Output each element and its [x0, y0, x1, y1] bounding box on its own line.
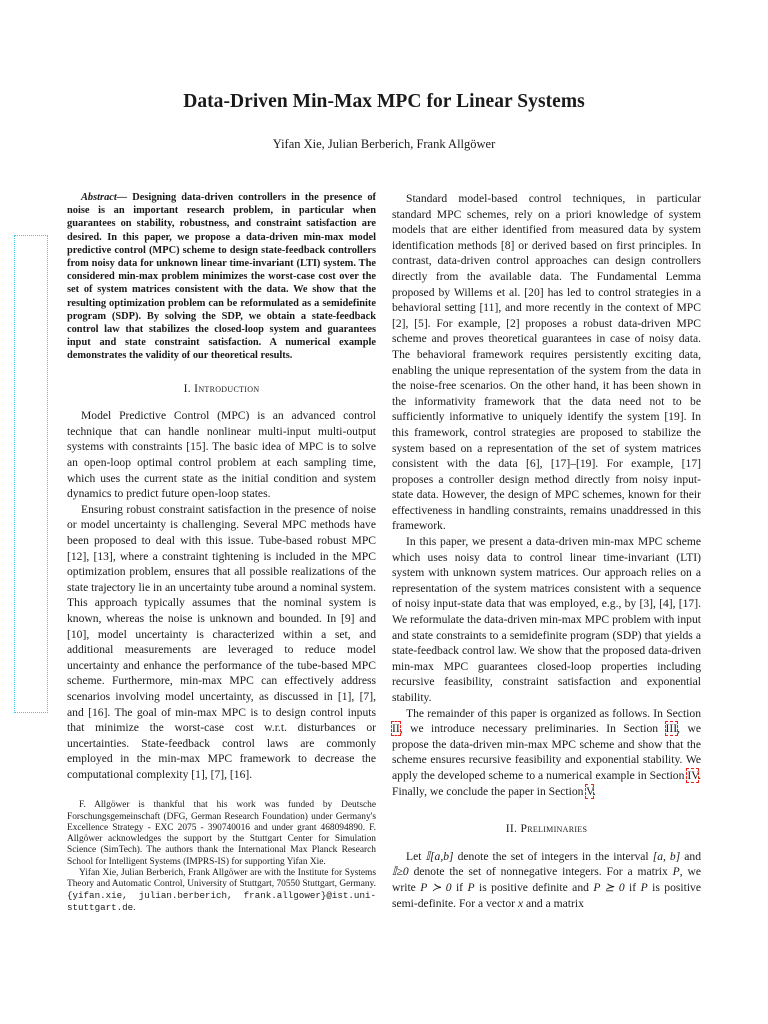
- affiliation-text: Yifan Xie, Julian Berberich, Frank Allgöwer are with the Institute for Systems Theory and Automatic Control, University of Stuttgart, 70550 Stuttgart, Germany.: [67, 867, 376, 889]
- math-symbol: P ≻ 0: [420, 880, 452, 894]
- margin-annotation-box: [14, 235, 48, 713]
- text-span: Let: [406, 849, 426, 863]
- intro-paragraph: Ensuring robust constraint satisfaction in the presence of noise or model uncertainty is challenging. Several MPC methods have been proposed to deal with this issue. Tube-based robust MPC [12], [13], where a constraint tightening is included in the MPC optimization problem, ensures that all possible realizations of the state trajectory lie in an uncertainty tube around a nominal system. This approach typically assumes that the nominal system is known, whereas the noise is unknown and bounded. In [9] and [10], model uncertainty is characterized within a set, and additional measurements are leveraged to reduce model uncertainty and enhance the performance of the tube-based MPC scheme. Furthermore, min-max MPC can effectively address scenarios involving model uncertainty, as discussed in [1], [7], and [16]. The goal of min-max MPC is to design control inputs that minimize the worst-case cost w.r.t. disturbances or uncertainties. State-feedback control laws are commonly employed in the min-max MPC framework to decrease the computational complexity [1], [7], [16].: [67, 502, 376, 781]
- math-symbol: 𝕀≥0: [392, 865, 409, 879]
- section-ref-link[interactable]: V: [586, 784, 594, 798]
- text-span: and: [680, 849, 701, 863]
- text-span: , we write: [392, 865, 701, 894]
- section-number: I.: [183, 381, 195, 395]
- author-emails[interactable]: {yifan.xie, julian.berberich, frank.allgower}@ist.uni-stuttgart.de: [67, 890, 376, 914]
- text-span: , we propose the data-driven min-max MPC scheme and show that the scheme ensures recursive feasibility and exponential stability. We apply the developed scheme to a numerical example in Section: [392, 722, 701, 782]
- math-symbol: [a, b]: [652, 849, 681, 863]
- footnote-affiliation: [67, 868, 376, 915]
- body-paragraph-outline: [392, 706, 701, 800]
- section-ref-link[interactable]: III: [665, 722, 678, 736]
- left-column: [67, 191, 376, 915]
- footnote: [67, 800, 376, 914]
- abstract-label: Abstract—: [81, 192, 128, 203]
- section-title: Introduction: [194, 381, 260, 395]
- preliminaries-paragraph: [392, 849, 701, 911]
- intro-paragraph: Model Predictive Control (MPC) is an advanced control technique that can handle nonlinear multi-input multi-output systems with constraints [15]. The basic idea of MPC is to solve an open-loop optimal control problem at each sampling time, which uses the current state as the initial condition and system dynamics to predict future open-loop states.: [67, 409, 376, 501]
- math-symbol: P ⪰ 0: [593, 880, 625, 894]
- section-title: Preliminaries: [520, 822, 588, 836]
- paper-title: Data-Driven Min-Max MPC for Linear Systems: [183, 91, 585, 112]
- section-number: II.: [505, 822, 521, 836]
- text-span: denote the set of nonnegative integers. For a matrix: [408, 865, 673, 879]
- body-paragraph: In this paper, we present a data-driven min-max MPC scheme which uses noisy data to control linear time-invariant (LTI) system with unknown system matrices. Our approach relies on a representation of the system matrices consistent with a sequence of noisy input-state data that was employed, e.g., by [3], [4], [17]. We reformulate the data-driven min-max MPC problem with input and state constraints to a semidefinite program (SDP) that yields a state-feedback control law. We show that the proposed data-driven min-max MPC guarantees closed-loop properties including recursive feasibility, constraint satisfaction and exponential stability.: [392, 535, 701, 704]
- section-heading-introduction: [67, 381, 376, 397]
- affiliation-end: .: [133, 903, 136, 914]
- text-span: The remainder of this paper is organized as follows. In Section: [406, 706, 701, 720]
- author-list: Yifan Xie, Julian Berberich, Frank Allgöwer: [272, 137, 496, 151]
- text-span: and a matrix: [523, 896, 584, 910]
- section-ref-link[interactable]: II: [392, 722, 400, 736]
- abstract-text: Designing data-driven controllers in the presence of noise is an important research problem, in particular when guarantees on stability, robustness, and constraint satisfaction are desired. In this paper, we propose a data-driven min-max model predictive control (MPC) scheme to design state-feedback controllers from noisy data for unknown linear time-invariant (LTI) system. The considered min-max problem minimizes the worst-case cost over the set of system matrices consistent with the data. We show that the resulting optimization problem can be reformulated as a semidefinite program (SDP). By solving the SDP, we obtain a state-feedback control law that stabilizes the closed-loop system and guarantees input and state constraint satisfaction. A numerical example demonstrates the validity of our theoretical results.: [67, 192, 376, 362]
- footnote-funding: F. Allgöwer is thankful that his work was funded by Deutsche Forschungsgemeinschaft (DFG, German Research Foundation) under Germany's Excellence Strategy - EXC 2075 - 390740016 and under grant 468094890. F. Allgöwer acknowledges the support by the Stuttgart Center for Simulation Science (SimTech). The authors thank the International Max Planck Research School for Intelligent Systems (IMPRS-IS) for supporting Yifan Xie.: [67, 800, 376, 867]
- text-span: .: [593, 784, 596, 798]
- math-symbol: P: [640, 880, 648, 894]
- math-symbol: P: [467, 880, 475, 894]
- math-symbol: P: [672, 865, 680, 879]
- text-span: is positive definite and: [474, 880, 594, 894]
- section-heading-preliminaries: [392, 821, 701, 837]
- text-span: , we introduce necessary preliminaries. In Section: [399, 722, 666, 736]
- text-span: if: [624, 880, 641, 894]
- section-ref-link[interactable]: IV: [687, 768, 699, 782]
- text-span: is positive semi-definite. For a vector: [392, 880, 701, 910]
- math-symbol: 𝕀[a,b]: [425, 849, 454, 863]
- math-symbol: x: [517, 896, 524, 910]
- text-span: if: [451, 880, 468, 894]
- text-span: denote the set of integers in the interval: [453, 849, 653, 863]
- text-span: . Finally, we conclude the paper in Section: [392, 768, 701, 798]
- body-paragraph: Standard model-based control techniques, in particular standard MPC schemes, rely on a priori knowledge of system models that are either identified from measured data by system identification methods [8] or derived based on first principles. In contrast, data-driven control approaches can design controllers directly from the available data. The Fundamental Lemma proposed by Willems et al. [20] has led to control strategies in a behavioral setting [11], and more recently in the context of MPC [2], [5]. For example, [2] proposes a robust data-driven MPC scheme and proves theoretical guarantees in case of noisy data. The behavioral framework requires persistently exciting data, enabling the unique representation of the system from the data in the noise-free scenarios. On the other hand, it has been shown in the informativity framework that the data need not to be sufficiently informative to uniquely identify the system [19]. In this framework, control strategies are proposed to stabilize the system based on a representation of the set of system matrices consistent with the data [6], [17]–[19]. For example, [17] proposes a controller design method directly from noisy input-state data. However, the design of MPC schemes, known for their effectiveness in handling constraints, remains unaddressed in this framework.: [392, 192, 701, 533]
- abstract: [67, 191, 376, 363]
- right-column: [392, 191, 701, 911]
